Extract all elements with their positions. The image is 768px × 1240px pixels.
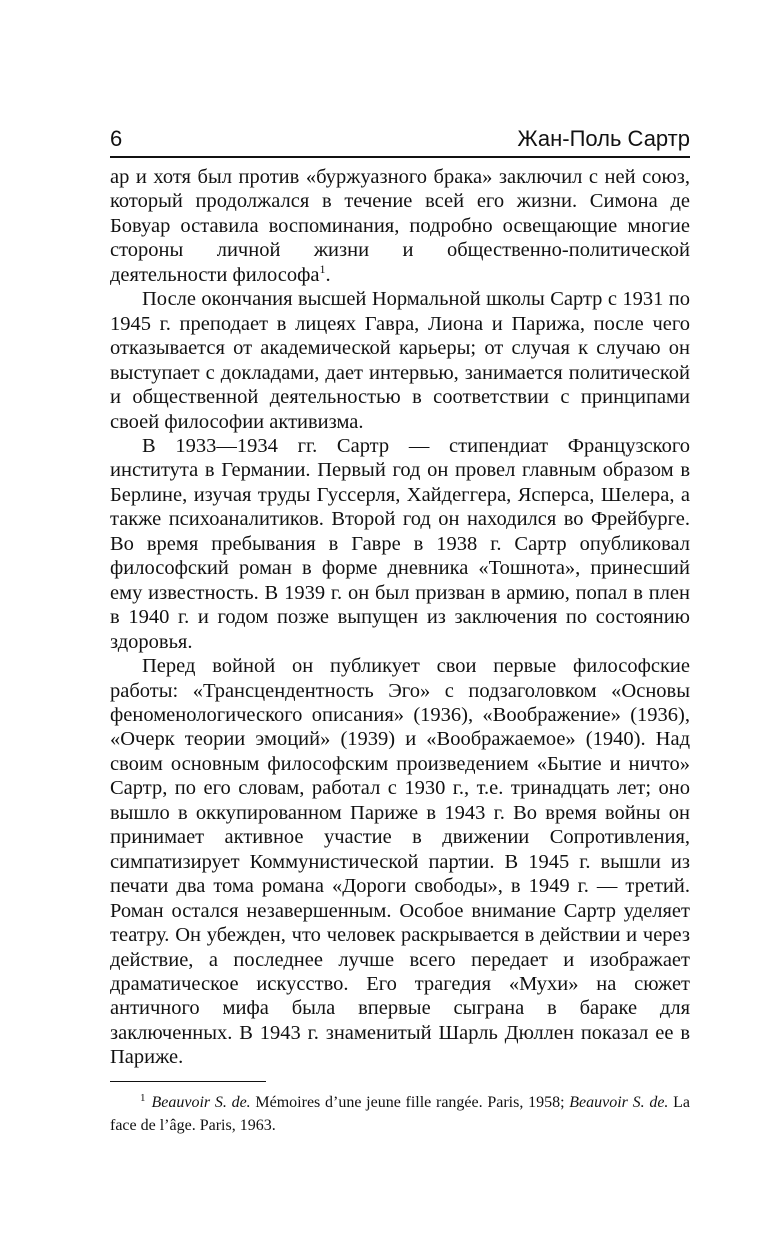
paragraph-text: ар и хотя был против «буржуазного брака» заключил с ней союз, который продолжался в течение всей его жизни. Симона де Бовуар оставила воспоминания, подробно освещающие многие стороны личной жизни и общественно-политической деятельности философа bbox=[110, 166, 690, 286]
footnote-title: Mémoires d’une jeune fille rangée. Paris, 1958; bbox=[255, 1094, 565, 1111]
footnote-title: La face de l’âge. Paris, 1963. bbox=[110, 1094, 691, 1134]
header-rule bbox=[110, 156, 690, 158]
footnote-rule bbox=[110, 1081, 266, 1082]
paragraph bbox=[110, 165, 690, 287]
running-title: Жан-Поль Сартр bbox=[517, 126, 690, 151]
paragraph: После окончания высшей Нормальной школы Сартр с 1931 по 1945 г. преподает в лицеях Гавра, Лиона и Парижа, после чего отказывается от академической карьеры; от случая к случаю он выступает с докладами, дает интервью, занимается политической и общественной деятельностью в соответствии с принципами своей философии активизма. bbox=[110, 288, 690, 433]
body-text bbox=[110, 165, 690, 1070]
footnote-author: Beauvoir S. de. bbox=[151, 1094, 251, 1111]
paragraph: В 1933—1934 гг. Сартр — стипендиат Французского института в Германии. Первый год он провел главным образом в Берлине, изучая труды Гуссерля, Хайдеггера, Ясперса, Шелера, а также психоаналитиков. Второй год он находился во Фрейбурге. Во время пребывания в Гавре в 1938 г. Сартр опубликовал философский роман в форме дневника «Тошнота», принесший ему известность. В 1939 г. он был призван в армию, попал в плен в 1940 г. и годом позже выпущен из заключения по состоянию здоровья. bbox=[110, 434, 690, 653]
page-number: 6 bbox=[110, 126, 123, 151]
paragraph-end: . bbox=[325, 263, 331, 286]
running-head bbox=[110, 124, 690, 154]
footnote-author: Beauvoir S. de. bbox=[569, 1094, 669, 1111]
paragraph: Перед войной он публикует свои первые философские работы: «Трансцендентность Эго» с подзаголовком «Основы феноменологического описания» (1936), «Воображение» (1936), «Очерк теории эмоций» (1939) и «Воображаемое» (1940). Над своим основным философским произведением «Бытие и ничто» Сартр, по его словам, работал с 1930 г., т.е. тринадцать лет; оно вышло в оккупированном Париже в 1943 г. Во время войны он принимает активное участие в движении Сопротивления, симпатизирует Коммунистической партии. В 1945 г. вышли из печати два тома романа «Дороги свободы», в 1949 г. — третий. Роман остался незавершенным. Особое внимание Сартр уделяет театру. Он убежден, что человек раскрывается в действии и через действие, а последнее лучше всего передает и изображает драматическое искусство. Его трагедия «Мухи» на сюжет античного мифа была впервые сыграна в бараке для заключенных. В 1943 г. знаменитый Шарль Дюллен показал ее в Париже. bbox=[110, 655, 690, 1069]
footnote bbox=[110, 1091, 690, 1137]
footnote-mark: 1 bbox=[140, 1091, 146, 1104]
footnote-text bbox=[110, 1091, 690, 1137]
footnote-reference[interactable]: 1 bbox=[319, 261, 326, 276]
